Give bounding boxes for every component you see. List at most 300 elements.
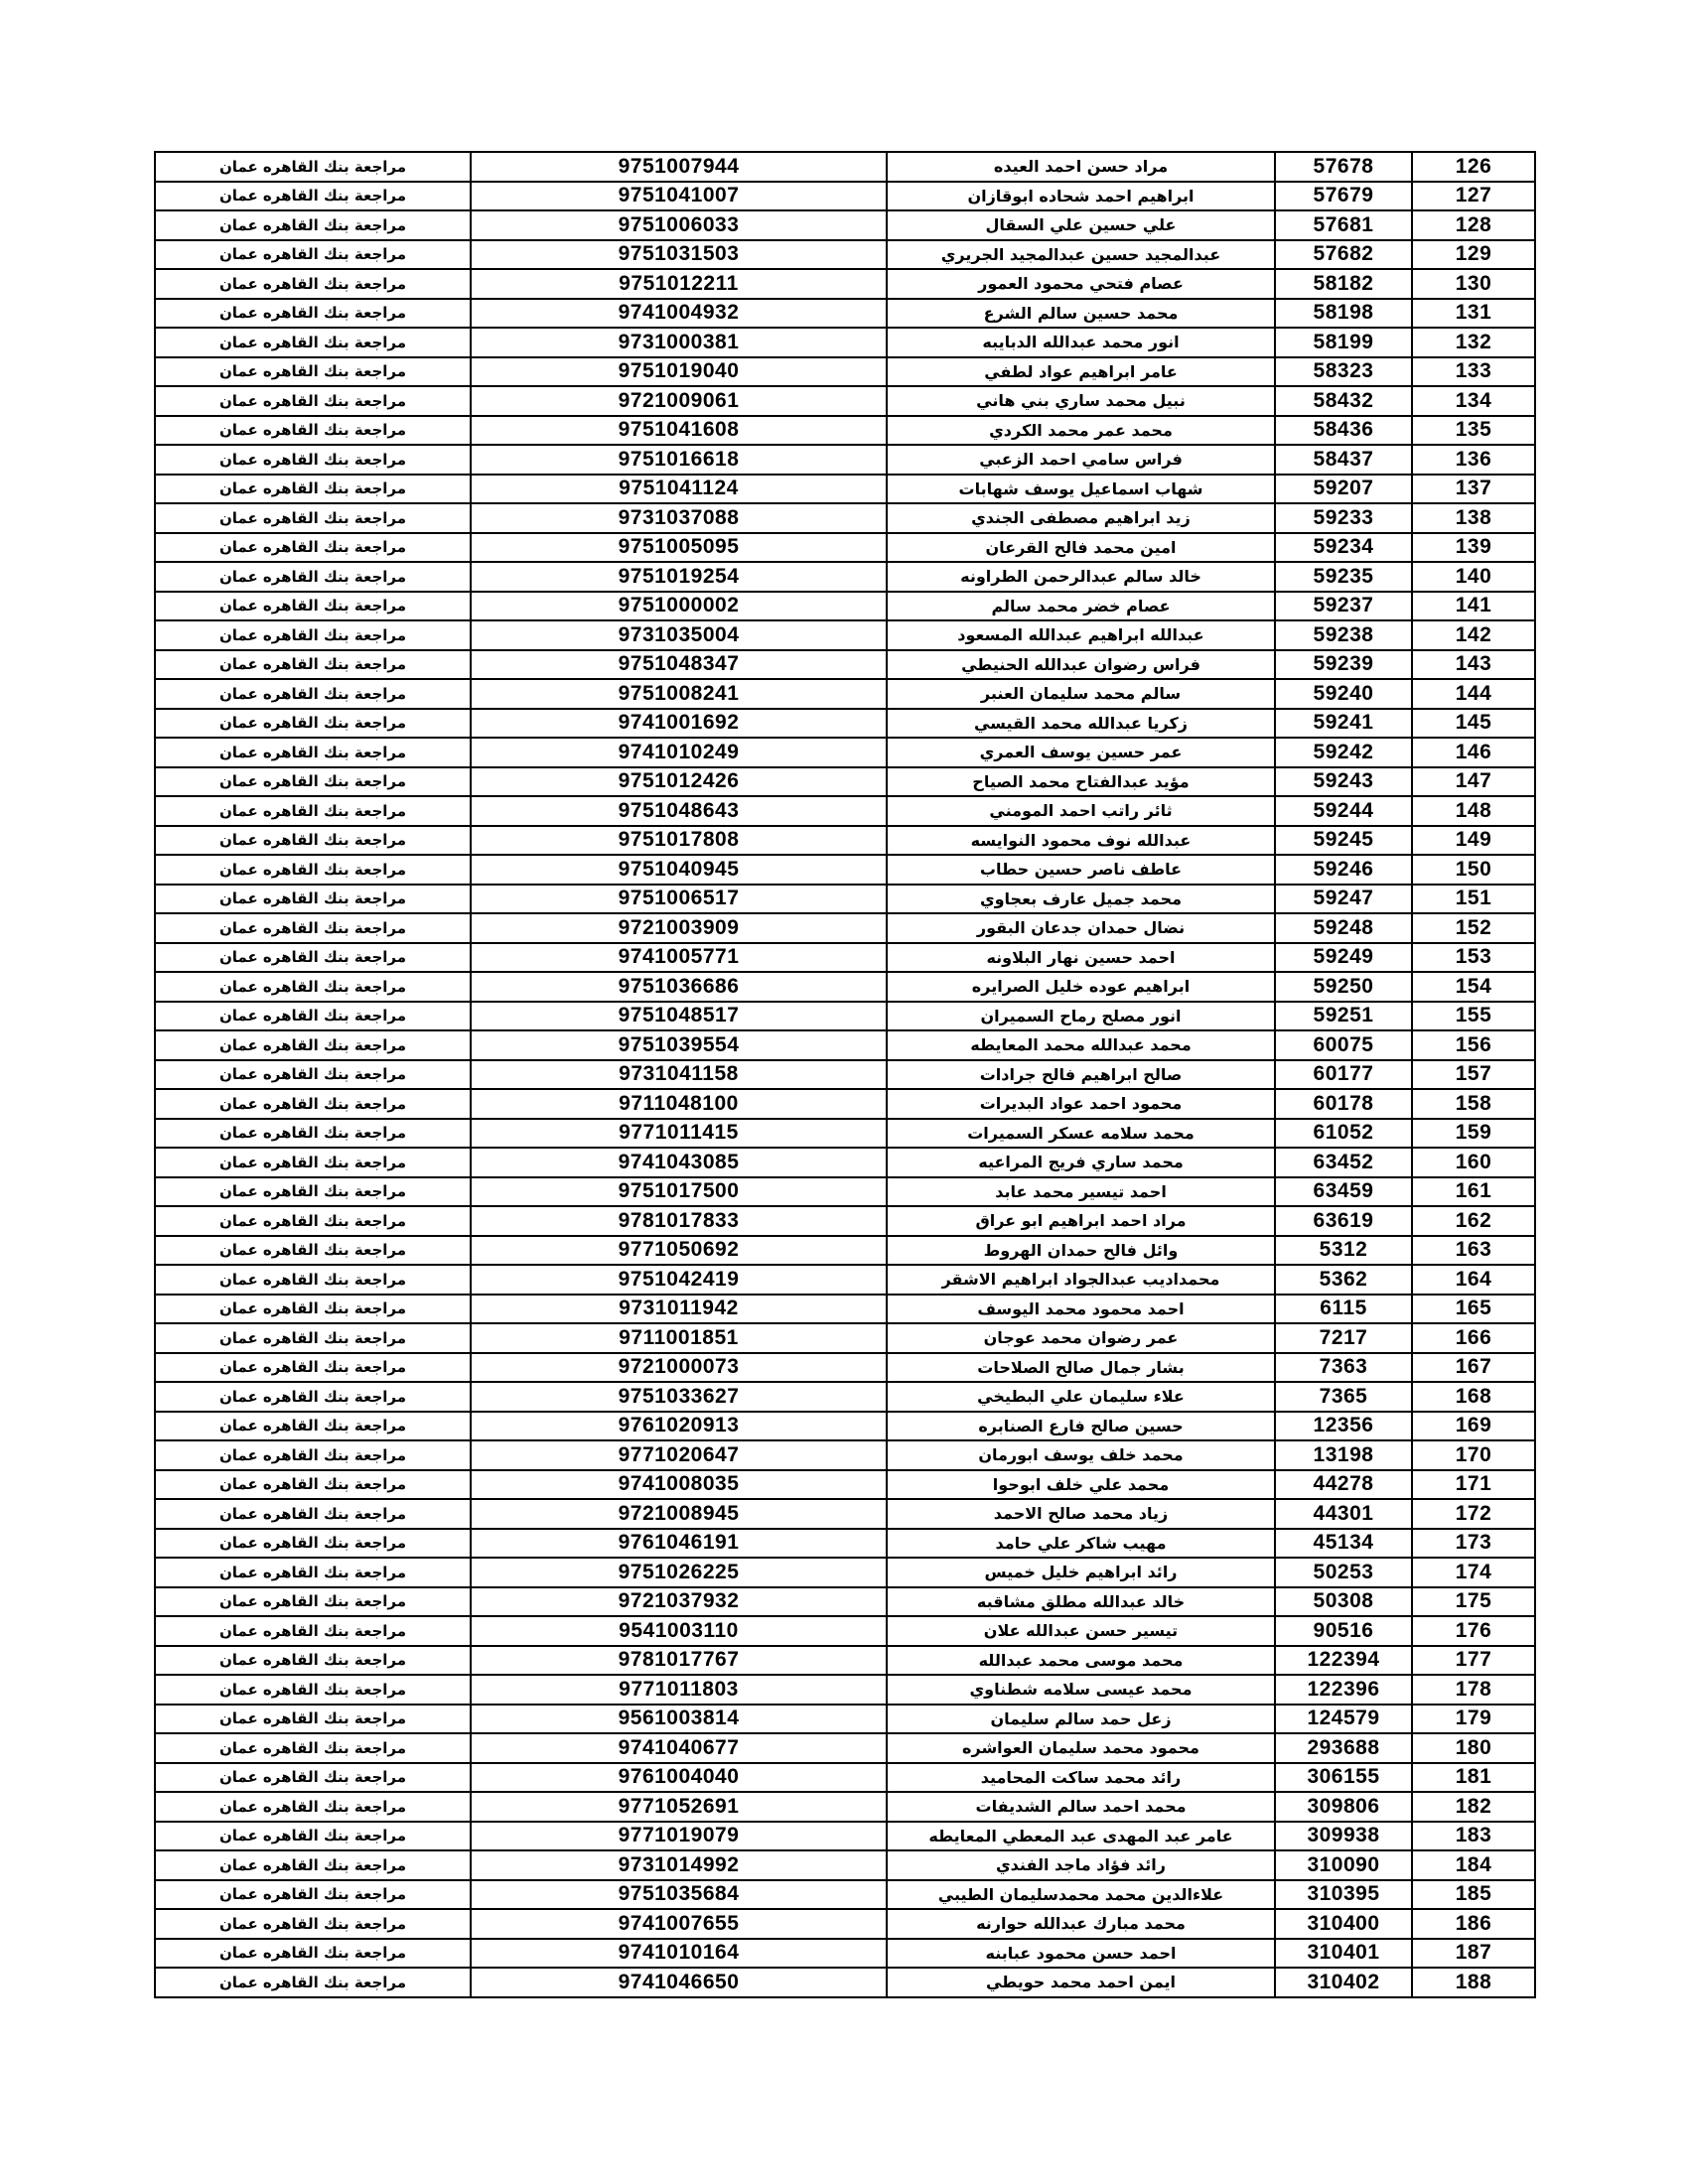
national-id-cell: 9751039554	[471, 1030, 887, 1060]
code-cell: 6115	[1275, 1295, 1412, 1324]
serial-cell: 181	[1412, 1763, 1535, 1793]
review-cell: مراجعة بنك القاهره عمان	[155, 1382, 471, 1412]
review-cell: مراجعة بنك القاهره عمان	[155, 1206, 471, 1236]
code-cell: 58437	[1275, 445, 1412, 475]
review-cell: مراجعة بنك القاهره عمان	[155, 1880, 471, 1910]
review-cell: مراجعة بنك القاهره عمان	[155, 1089, 471, 1119]
table-row	[155, 620, 1535, 650]
serial-cell: 167	[1412, 1353, 1535, 1383]
serial-cell: 179	[1412, 1705, 1535, 1734]
code-cell: 59235	[1275, 562, 1412, 592]
serial-cell: 131	[1412, 299, 1535, 329]
code-cell: 63619	[1275, 1206, 1412, 1236]
serial-cell: 153	[1412, 943, 1535, 973]
table-row	[155, 1470, 1535, 1500]
code-cell: 59243	[1275, 767, 1412, 797]
name-cell: محمد احمد سالم الشديفات	[887, 1792, 1275, 1822]
review-cell: مراجعة بنك القاهره عمان	[155, 826, 471, 856]
name-cell: علي حسين علي السقال	[887, 210, 1275, 240]
code-cell: 90516	[1275, 1616, 1412, 1646]
review-cell: مراجعة بنك القاهره عمان	[155, 972, 471, 1002]
review-cell: مراجعة بنك القاهره عمان	[155, 1499, 471, 1529]
table-row	[155, 1206, 1535, 1236]
national-id-cell: 9741008035	[471, 1470, 887, 1500]
name-cell: مهيب شاكر علي حامد	[887, 1529, 1275, 1559]
serial-cell: 162	[1412, 1206, 1535, 1236]
code-cell: 59237	[1275, 592, 1412, 621]
table-row	[155, 1412, 1535, 1441]
name-cell: مؤيد عبدالفتاح محمد الصياح	[887, 767, 1275, 797]
review-cell: مراجعة بنك القاهره عمان	[155, 855, 471, 885]
review-cell: مراجعة بنك القاهره عمان	[155, 1705, 471, 1734]
review-cell: مراجعة بنك القاهره عمان	[155, 1939, 471, 1969]
code-cell: 59239	[1275, 650, 1412, 680]
table-row	[155, 1909, 1535, 1939]
review-cell: مراجعة بنك القاهره عمان	[155, 1440, 471, 1470]
code-cell: 310090	[1275, 1850, 1412, 1880]
name-cell: عصام فتحي محمود العمور	[887, 269, 1275, 299]
review-cell: مراجعة بنك القاهره عمان	[155, 386, 471, 416]
national-id-cell: 9751000002	[471, 592, 887, 621]
review-cell: مراجعة بنك القاهره عمان	[155, 475, 471, 504]
review-cell: مراجعة بنك القاهره عمان	[155, 1850, 471, 1880]
review-cell: مراجعة بنك القاهره عمان	[155, 1733, 471, 1763]
name-cell: انور مصلح رماح السميران	[887, 1002, 1275, 1031]
table-row	[155, 299, 1535, 329]
table-row	[155, 1265, 1535, 1295]
code-cell: 57679	[1275, 182, 1412, 211]
review-cell: مراجعة بنك القاهره عمان	[155, 1002, 471, 1031]
serial-cell: 160	[1412, 1148, 1535, 1177]
name-cell: محمد عمر محمد الكردي	[887, 416, 1275, 446]
review-cell: مراجعة بنك القاهره عمان	[155, 913, 471, 943]
table-row	[155, 767, 1535, 797]
table-row	[155, 1675, 1535, 1705]
table-row	[155, 182, 1535, 211]
national-id-cell: 9751040945	[471, 855, 887, 885]
name-cell: فراس رضوان عبدالله الحنيطي	[887, 650, 1275, 680]
national-id-cell: 9771011803	[471, 1675, 887, 1705]
national-id-cell: 9751012211	[471, 269, 887, 299]
code-cell: 293688	[1275, 1733, 1412, 1763]
serial-cell: 130	[1412, 269, 1535, 299]
name-cell: محمد عبدالله محمد المعايطه	[887, 1030, 1275, 1060]
code-cell: 45134	[1275, 1529, 1412, 1559]
name-cell: محمد جميل عارف بعجاوي	[887, 885, 1275, 914]
table-row	[155, 1587, 1535, 1617]
national-id-cell: 9711001851	[471, 1323, 887, 1353]
table-row	[155, 1558, 1535, 1587]
serial-cell: 159	[1412, 1119, 1535, 1149]
table-row	[155, 1177, 1535, 1207]
table-row	[155, 1323, 1535, 1353]
serial-cell: 177	[1412, 1646, 1535, 1676]
review-cell: مراجعة بنك القاهره عمان	[155, 562, 471, 592]
table-row	[155, 885, 1535, 914]
review-cell: مراجعة بنك القاهره عمان	[155, 533, 471, 563]
national-id-cell: 9751017500	[471, 1177, 887, 1207]
review-cell: مراجعة بنك القاهره عمان	[155, 1792, 471, 1822]
table-row	[155, 1382, 1535, 1412]
serial-cell: 151	[1412, 885, 1535, 914]
national-id-cell: 9771050692	[471, 1236, 887, 1266]
serial-cell: 174	[1412, 1558, 1535, 1587]
review-cell: مراجعة بنك القاهره عمان	[155, 1148, 471, 1177]
name-cell: زكريا عبدالله محمد القيسي	[887, 709, 1275, 739]
national-id-cell: 9731000381	[471, 328, 887, 357]
national-id-cell: 9781017767	[471, 1646, 887, 1676]
code-cell: 59244	[1275, 796, 1412, 826]
name-cell: احمد محمود محمد اليوسف	[887, 1295, 1275, 1324]
serial-cell: 127	[1412, 182, 1535, 211]
code-cell: 57678	[1275, 152, 1412, 182]
serial-cell: 143	[1412, 650, 1535, 680]
code-cell: 7365	[1275, 1382, 1412, 1412]
code-cell: 310400	[1275, 1909, 1412, 1939]
code-cell: 306155	[1275, 1763, 1412, 1793]
name-cell: امين محمد فالح القرعان	[887, 533, 1275, 563]
name-cell: زعل حمد سالم سليمان	[887, 1705, 1275, 1734]
name-cell: محمد مبارك عبدالله حوارنه	[887, 1909, 1275, 1939]
code-cell: 59250	[1275, 972, 1412, 1002]
serial-cell: 163	[1412, 1236, 1535, 1266]
national-id-cell: 9741043085	[471, 1148, 887, 1177]
review-cell: مراجعة بنك القاهره عمان	[155, 1587, 471, 1617]
serial-cell: 134	[1412, 386, 1535, 416]
name-cell: رائد ابراهيم خليل خميس	[887, 1558, 1275, 1587]
table-row	[155, 416, 1535, 446]
code-cell: 59246	[1275, 855, 1412, 885]
name-cell: عامر ابراهيم عواد لطفي	[887, 357, 1275, 387]
national-id-cell: 9771052691	[471, 1792, 887, 1822]
review-cell: مراجعة بنك القاهره عمان	[155, 650, 471, 680]
name-cell: ايمن احمد محمد حويطي	[887, 1968, 1275, 1997]
name-cell: علاءالدين محمد محمدسليمان الطيبي	[887, 1880, 1275, 1910]
table-row	[155, 475, 1535, 504]
name-cell: محمد خلف يوسف ابورمان	[887, 1440, 1275, 1470]
national-id-cell: 9751048643	[471, 796, 887, 826]
serial-cell: 136	[1412, 445, 1535, 475]
table-row	[155, 1616, 1535, 1646]
table-row	[155, 1763, 1535, 1793]
serial-cell: 152	[1412, 913, 1535, 943]
table-row	[155, 1968, 1535, 1997]
code-cell: 59242	[1275, 738, 1412, 767]
review-cell: مراجعة بنك القاهره عمان	[155, 1177, 471, 1207]
serial-cell: 165	[1412, 1295, 1535, 1324]
review-cell: مراجعة بنك القاهره عمان	[155, 1295, 471, 1324]
table-row	[155, 796, 1535, 826]
code-cell: 124579	[1275, 1705, 1412, 1734]
code-cell: 44278	[1275, 1470, 1412, 1500]
serial-cell: 175	[1412, 1587, 1535, 1617]
national-id-cell: 9771019079	[471, 1822, 887, 1851]
name-cell: عاطف ناصر حسين حطاب	[887, 855, 1275, 885]
table-row	[155, 357, 1535, 387]
records-table	[154, 151, 1536, 1998]
national-id-cell: 9781017833	[471, 1206, 887, 1236]
serial-cell: 164	[1412, 1265, 1535, 1295]
table-row	[155, 650, 1535, 680]
serial-cell: 145	[1412, 709, 1535, 739]
serial-cell: 149	[1412, 826, 1535, 856]
national-id-cell: 9751035684	[471, 1880, 887, 1910]
name-cell: احمد حسين نهار البلاونه	[887, 943, 1275, 973]
code-cell: 63452	[1275, 1148, 1412, 1177]
name-cell: خالد عبدالله مطلق مشاقبه	[887, 1587, 1275, 1617]
table-row	[155, 386, 1535, 416]
serial-cell: 184	[1412, 1850, 1535, 1880]
review-cell: مراجعة بنك القاهره عمان	[155, 943, 471, 973]
national-id-cell: 9751012426	[471, 767, 887, 797]
serial-cell: 186	[1412, 1909, 1535, 1939]
code-cell: 59249	[1275, 943, 1412, 973]
table-row	[155, 1236, 1535, 1266]
review-cell: مراجعة بنك القاهره عمان	[155, 357, 471, 387]
review-cell: مراجعة بنك القاهره عمان	[155, 210, 471, 240]
name-cell: محمداديب عبدالجواد ابراهيم الاشقر	[887, 1265, 1275, 1295]
code-cell: 122396	[1275, 1675, 1412, 1705]
review-cell: مراجعة بنك القاهره عمان	[155, 1119, 471, 1149]
code-cell: 59233	[1275, 503, 1412, 533]
name-cell: محمد علي خلف ابوحوا	[887, 1470, 1275, 1500]
code-cell: 58198	[1275, 299, 1412, 329]
national-id-cell: 9751016618	[471, 445, 887, 475]
name-cell: رائد محمد ساكت المحاميد	[887, 1763, 1275, 1793]
serial-cell: 146	[1412, 738, 1535, 767]
name-cell: ابراهيم عوده خليل الصرايره	[887, 972, 1275, 1002]
name-cell: عامر عبد المهدى عبد المعطي المعايطه	[887, 1822, 1275, 1851]
review-cell: مراجعة بنك القاهره عمان	[155, 1558, 471, 1587]
table-row	[155, 562, 1535, 592]
national-id-cell: 9771011415	[471, 1119, 887, 1149]
national-id-cell: 9751041007	[471, 182, 887, 211]
serial-cell: 148	[1412, 796, 1535, 826]
name-cell: مراد حسن احمد العيده	[887, 152, 1275, 182]
review-cell: مراجعة بنك القاهره عمان	[155, 1060, 471, 1090]
name-cell: علاء سليمان علي البطيخي	[887, 1382, 1275, 1412]
serial-cell: 126	[1412, 152, 1535, 182]
serial-cell: 168	[1412, 1382, 1535, 1412]
code-cell: 13198	[1275, 1440, 1412, 1470]
table-row	[155, 210, 1535, 240]
code-cell: 58323	[1275, 357, 1412, 387]
table-row	[155, 445, 1535, 475]
serial-cell: 147	[1412, 767, 1535, 797]
review-cell: مراجعة بنك القاهره عمان	[155, 1909, 471, 1939]
serial-cell: 172	[1412, 1499, 1535, 1529]
table-row	[155, 592, 1535, 621]
table-row	[155, 1939, 1535, 1969]
national-id-cell: 9751048517	[471, 1002, 887, 1031]
serial-cell: 187	[1412, 1939, 1535, 1969]
national-id-cell: 9751019254	[471, 562, 887, 592]
review-cell: مراجعة بنك القاهره عمان	[155, 1822, 471, 1851]
serial-cell: 150	[1412, 855, 1535, 885]
table-row	[155, 269, 1535, 299]
serial-cell: 176	[1412, 1616, 1535, 1646]
review-cell: مراجعة بنك القاهره عمان	[155, 299, 471, 329]
name-cell: مراد احمد ابراهيم ابو عراق	[887, 1206, 1275, 1236]
table-row	[155, 1880, 1535, 1910]
name-cell: ثائر راتب احمد المومني	[887, 796, 1275, 826]
review-cell: مراجعة بنك القاهره عمان	[155, 1616, 471, 1646]
table-row	[155, 1646, 1535, 1676]
national-id-cell: 9731035004	[471, 620, 887, 650]
national-id-cell: 9761046191	[471, 1529, 887, 1559]
serial-cell: 154	[1412, 972, 1535, 1002]
national-id-cell: 9711048100	[471, 1089, 887, 1119]
name-cell: عصام خضر محمد سالم	[887, 592, 1275, 621]
national-id-cell: 9741040677	[471, 1733, 887, 1763]
name-cell: صالح ابراهيم فالح جرادات	[887, 1060, 1275, 1090]
serial-cell: 135	[1412, 416, 1535, 446]
code-cell: 44301	[1275, 1499, 1412, 1529]
national-id-cell: 9751041608	[471, 416, 887, 446]
national-id-cell: 9751005095	[471, 533, 887, 563]
code-cell: 50308	[1275, 1587, 1412, 1617]
serial-cell: 158	[1412, 1089, 1535, 1119]
serial-cell: 173	[1412, 1529, 1535, 1559]
national-id-cell: 9561003814	[471, 1705, 887, 1734]
serial-cell: 139	[1412, 533, 1535, 563]
code-cell: 59241	[1275, 709, 1412, 739]
table-row	[155, 679, 1535, 709]
name-cell: عمر حسين يوسف العمري	[887, 738, 1275, 767]
serial-cell: 185	[1412, 1880, 1535, 1910]
serial-cell: 170	[1412, 1440, 1535, 1470]
name-cell: فراس سامي احمد الزعبي	[887, 445, 1275, 475]
name-cell: ابراهيم احمد شحاده ابوقازان	[887, 182, 1275, 211]
national-id-cell: 9751006517	[471, 885, 887, 914]
national-id-cell: 9751017808	[471, 826, 887, 856]
name-cell: نبيل محمد ساري بني هاني	[887, 386, 1275, 416]
table-row	[155, 1733, 1535, 1763]
serial-cell: 166	[1412, 1323, 1535, 1353]
code-cell: 5312	[1275, 1236, 1412, 1266]
records-table-body	[155, 152, 1535, 1997]
serial-cell: 156	[1412, 1030, 1535, 1060]
serial-cell: 169	[1412, 1412, 1535, 1441]
table-row	[155, 1822, 1535, 1851]
table-row	[155, 1850, 1535, 1880]
national-id-cell: 9751006033	[471, 210, 887, 240]
name-cell: احمد حسن محمود عبابنه	[887, 1939, 1275, 1969]
table-row	[155, 1792, 1535, 1822]
review-cell: مراجعة بنك القاهره عمان	[155, 269, 471, 299]
review-cell: مراجعة بنك القاهره عمان	[155, 1646, 471, 1676]
national-id-cell: 9751031503	[471, 240, 887, 270]
code-cell: 310402	[1275, 1968, 1412, 1997]
review-cell: مراجعة بنك القاهره عمان	[155, 1763, 471, 1793]
table-row	[155, 943, 1535, 973]
name-cell: بشار جمال صالح الصلاحات	[887, 1353, 1275, 1383]
national-id-cell: 9721037932	[471, 1587, 887, 1617]
table-row	[155, 1148, 1535, 1177]
code-cell: 7217	[1275, 1323, 1412, 1353]
serial-cell: 138	[1412, 503, 1535, 533]
code-cell: 57682	[1275, 240, 1412, 270]
review-cell: مراجعة بنك القاهره عمان	[155, 182, 471, 211]
review-cell: مراجعة بنك القاهره عمان	[155, 1265, 471, 1295]
national-id-cell: 9731037088	[471, 503, 887, 533]
national-id-cell: 9741007655	[471, 1909, 887, 1939]
national-id-cell: 9751019040	[471, 357, 887, 387]
review-cell: مراجعة بنك القاهره عمان	[155, 709, 471, 739]
table-row	[155, 1002, 1535, 1031]
code-cell: 310401	[1275, 1939, 1412, 1969]
serial-cell: 141	[1412, 592, 1535, 621]
national-id-cell: 9541003110	[471, 1616, 887, 1646]
table-row	[155, 152, 1535, 182]
review-cell: مراجعة بنك القاهره عمان	[155, 620, 471, 650]
name-cell: محمد ساري فريج المراعيه	[887, 1148, 1275, 1177]
code-cell: 58436	[1275, 416, 1412, 446]
serial-cell: 183	[1412, 1822, 1535, 1851]
review-cell: مراجعة بنك القاهره عمان	[155, 1030, 471, 1060]
table-row	[155, 1705, 1535, 1734]
serial-cell: 178	[1412, 1675, 1535, 1705]
table-row	[155, 1089, 1535, 1119]
code-cell: 58199	[1275, 328, 1412, 357]
serial-cell: 155	[1412, 1002, 1535, 1031]
serial-cell: 142	[1412, 620, 1535, 650]
review-cell: مراجعة بنك القاهره عمان	[155, 1236, 471, 1266]
national-id-cell: 9731041158	[471, 1060, 887, 1090]
name-cell: محمد موسى محمد عبدالله	[887, 1646, 1275, 1676]
table-row	[155, 1060, 1535, 1090]
code-cell: 5362	[1275, 1265, 1412, 1295]
code-cell: 310395	[1275, 1880, 1412, 1910]
name-cell: محمود محمد سليمان العواشره	[887, 1733, 1275, 1763]
name-cell: عبدالله نوف محمود النوايسه	[887, 826, 1275, 856]
review-cell: مراجعة بنك القاهره عمان	[155, 1529, 471, 1559]
code-cell: 57681	[1275, 210, 1412, 240]
review-cell: مراجعة بنك القاهره عمان	[155, 1323, 471, 1353]
code-cell: 309806	[1275, 1792, 1412, 1822]
review-cell: مراجعة بنك القاهره عمان	[155, 1968, 471, 1997]
table-row	[155, 855, 1535, 885]
serial-cell: 140	[1412, 562, 1535, 592]
table-row	[155, 1529, 1535, 1559]
national-id-cell: 9751008241	[471, 679, 887, 709]
national-id-cell: 9721000073	[471, 1353, 887, 1383]
code-cell: 60178	[1275, 1089, 1412, 1119]
review-cell: مراجعة بنك القاهره عمان	[155, 1412, 471, 1441]
review-cell: مراجعة بنك القاهره عمان	[155, 416, 471, 446]
table-row	[155, 533, 1535, 563]
national-id-cell: 9771020647	[471, 1440, 887, 1470]
national-id-cell: 9751033627	[471, 1382, 887, 1412]
name-cell: نضال حمدان جدعان البقور	[887, 913, 1275, 943]
national-id-cell: 9751048347	[471, 650, 887, 680]
national-id-cell: 9741046650	[471, 1968, 887, 1997]
serial-cell: 171	[1412, 1470, 1535, 1500]
national-id-cell: 9751041124	[471, 475, 887, 504]
national-id-cell: 9751036686	[471, 972, 887, 1002]
name-cell: حسين صالح فارع الصنابره	[887, 1412, 1275, 1441]
serial-cell: 132	[1412, 328, 1535, 357]
name-cell: تيسير حسن عبدالله علان	[887, 1616, 1275, 1646]
code-cell: 58432	[1275, 386, 1412, 416]
name-cell: وائل فالح حمدان الهروط	[887, 1236, 1275, 1266]
code-cell: 59248	[1275, 913, 1412, 943]
name-cell: شهاب اسماعيل يوسف شهابات	[887, 475, 1275, 504]
national-id-cell: 9741001692	[471, 709, 887, 739]
table-row	[155, 1353, 1535, 1383]
name-cell: عبدالله ابراهيم عبدالله المسعود	[887, 620, 1275, 650]
code-cell: 63459	[1275, 1177, 1412, 1207]
